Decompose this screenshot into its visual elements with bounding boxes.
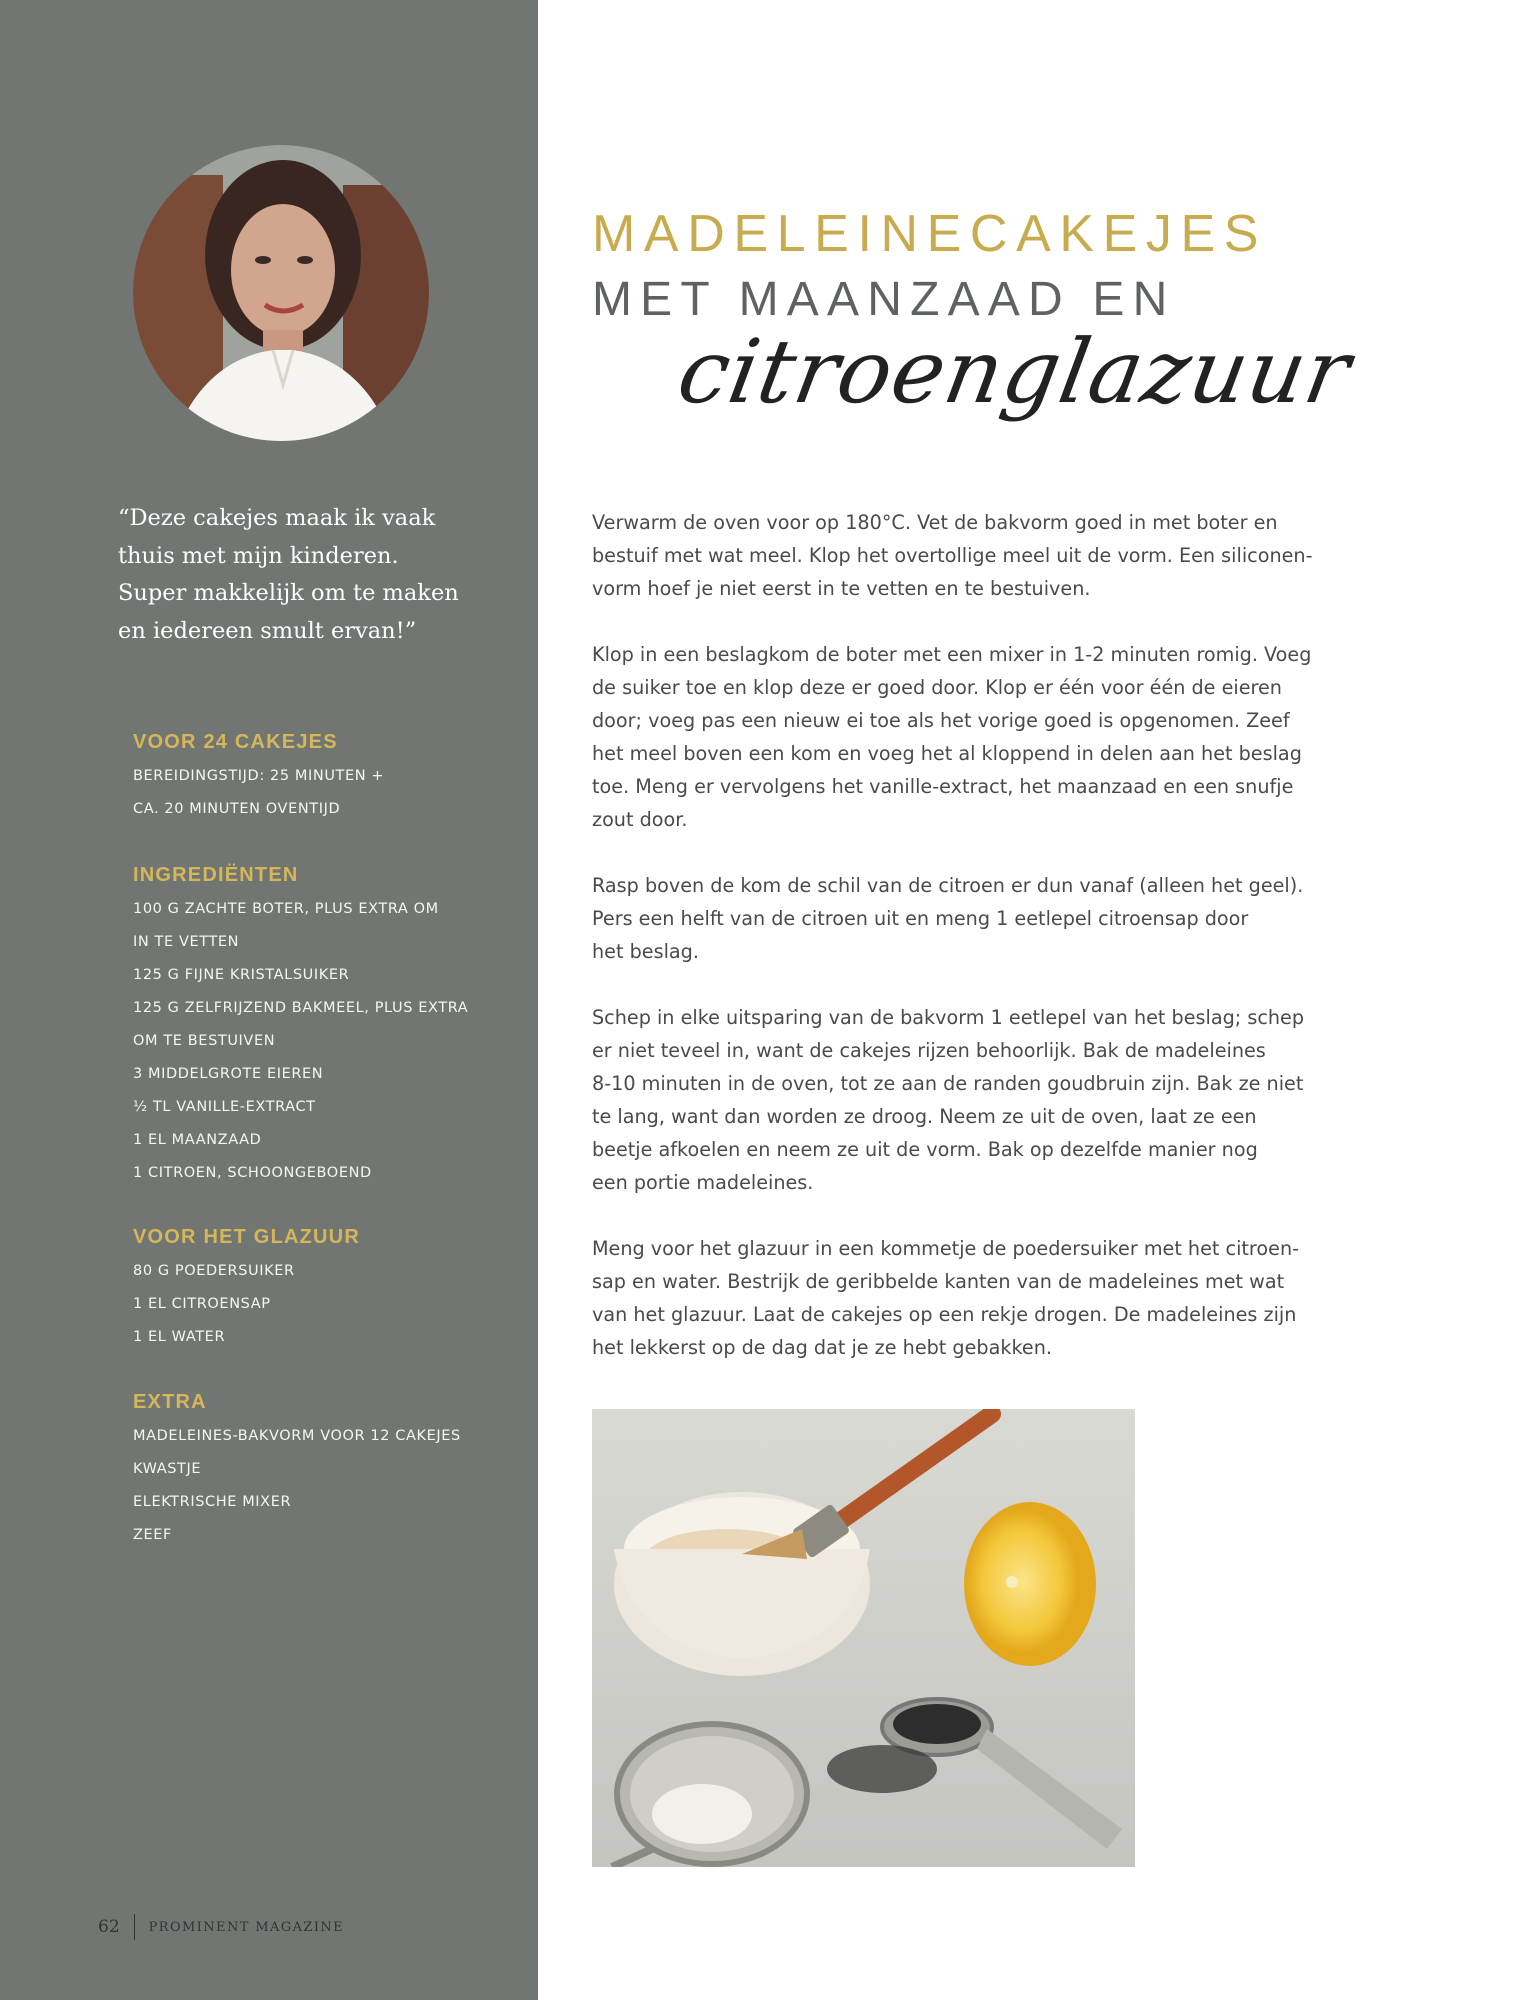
ingredients-section xyxy=(133,861,513,1190)
servings-list xyxy=(133,760,513,826)
section-heading: VOOR HET GLAZUUR xyxy=(133,1226,360,1248)
sidebar xyxy=(0,0,538,2000)
list-item: ZEEF xyxy=(133,1527,172,1543)
list-item: CA. 20 MINUTEN OVENTIJD xyxy=(133,801,341,817)
recipe-instructions xyxy=(592,506,1322,1397)
recipe-script-title: citroenglazuur xyxy=(670,320,1359,423)
list-item: MADELEINES-BAKVORM VOOR 12 CAKEJES xyxy=(133,1428,461,1444)
list-item: ½ TL VANILLE-EXTRACT xyxy=(133,1099,316,1115)
instruction-paragraph: Rasp boven de kom de schil van de citroen er dun vanaf (alleen het geel). Pers een helft van de citroen uit en meng 1 eetlepel citroensap door het beslag. xyxy=(592,874,1304,963)
list-item: 1 EL WATER xyxy=(133,1329,226,1345)
servings-section xyxy=(133,728,513,826)
list-item: 1 CITROEN, SCHOONGEBOEND xyxy=(133,1165,372,1181)
portrait-illustration xyxy=(133,145,429,441)
author-quote: “Deze cakejes maak ik vaak thuis met mijn kinderen. Super makkelijk om te maken en iedereen smult ervan!” xyxy=(118,505,459,644)
instruction-paragraph: Schep in elke uitsparing van de bakvorm 1 eetlepel van het beslag; schep er niet teveel in, want de cakejes rijzen behoorlijk. Bak de madeleines 8-10 minuten in de oven, tot ze aan de randen goudbruin zijn. Bak ze niet te lang, want dan worden ze droog. Neem ze uit de oven, laat ze een beetje afkoelen en neem ze uit de vorm. Bak op dezelfde manier nog een portie madeleines. xyxy=(592,1006,1305,1194)
list-item: 100 G ZACHTE BOTER, PLUS EXTRA OM xyxy=(133,901,439,917)
recipe-subtitle: MET MAANZAAD EN xyxy=(592,273,1176,326)
extra-section xyxy=(133,1388,513,1552)
list-item: 1 EL MAANZAAD xyxy=(133,1132,262,1148)
glaze-ingredients-illustration xyxy=(592,1409,1135,1867)
list-item: 1 EL CITROENSAP xyxy=(133,1296,271,1312)
list-item: 80 G POEDERSUIKER xyxy=(133,1263,295,1279)
instruction-paragraph: Meng voor het glazuur in een kommetje de poedersuiker met het citroen- sap en water. Bestrijk de geribbelde kanten van de madeleines met wat van het glazuur. Laat de cakejes op een rekje drogen. De madeleines zijn het lekkerst op de dag dat je ze hebt gebakken. xyxy=(592,1237,1300,1359)
section-heading: EXTRA xyxy=(133,1391,207,1413)
footer-divider xyxy=(134,1914,135,1940)
section-heading: INGREDIËNTEN xyxy=(133,864,299,886)
list-item: IN TE VETTEN xyxy=(133,934,240,950)
glaze-section xyxy=(133,1223,513,1354)
glaze-list xyxy=(133,1255,513,1354)
recipe-title: MADELEINECAKEJES xyxy=(592,205,1268,263)
extra-list xyxy=(133,1420,513,1552)
magazine-name: PROMINENT MAGAZINE xyxy=(148,1919,345,1935)
list-item: KWASTJE xyxy=(133,1461,202,1477)
instruction-paragraph: Verwarm de oven voor op 180°C. Vet de bakvorm goed in met boter en bestuif met wat meel. Klop het overtollige meel uit de vorm. Een siliconen- vorm hoef je niet eerst in te vetten en te bestuiven. xyxy=(592,511,1313,600)
list-item: 3 MIDDELGROTE EIEREN xyxy=(133,1066,324,1082)
list-item: 125 G FIJNE KRISTALSUIKER xyxy=(133,967,350,983)
list-item: BEREIDINGSTIJD: 25 MINUTEN + xyxy=(133,768,385,784)
list-item: ELEKTRISCHE MIXER xyxy=(133,1494,292,1510)
recipe-photo xyxy=(592,1409,1135,1867)
section-heading: VOOR 24 CAKEJES xyxy=(133,731,338,753)
list-item: 125 G ZELFRIJZEND BAKMEEL, PLUS EXTRA xyxy=(133,1000,469,1016)
ingredients-list xyxy=(133,893,513,1190)
list-item: OM TE BESTUIVEN xyxy=(133,1033,276,1049)
instruction-paragraph: Klop in een beslagkom de boter met een mixer in 1-2 minuten romig. Voeg de suiker toe en klop deze er goed door. Klop er één voor één de eieren door; voeg pas een nieuw ei toe als het vorige goed is opgenomen. Zeef het meel boven een kom en voeg het al kloppend in delen aan het beslag toe. Meng er vervolgens het vanille-extract, het maanzaad en een snufje zout door. xyxy=(592,643,1312,831)
author-portrait xyxy=(133,145,429,441)
page-footer xyxy=(98,1912,344,1942)
page-number: 62 xyxy=(98,1917,120,1937)
